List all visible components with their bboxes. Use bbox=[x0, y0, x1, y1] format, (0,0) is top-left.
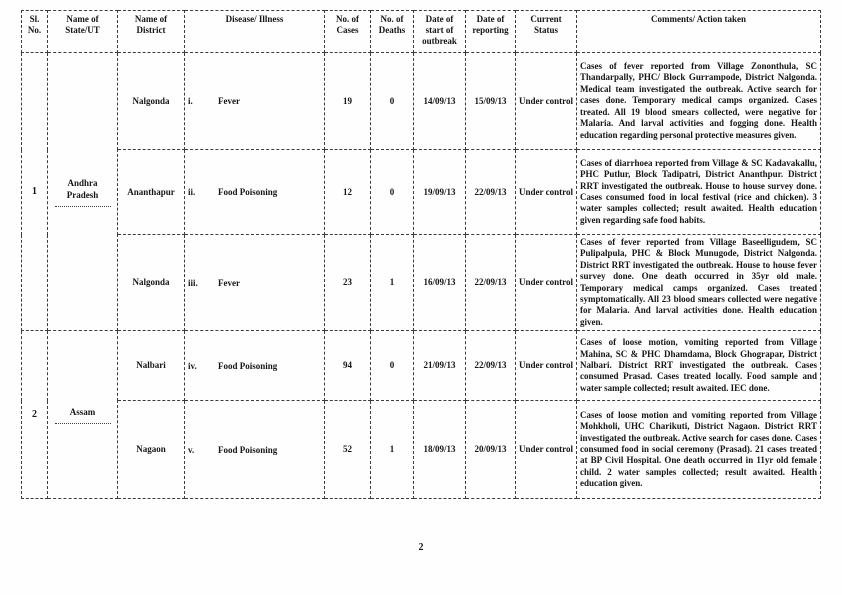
start-date-cell: 14/09/13 bbox=[414, 53, 466, 150]
disease-number: ii. bbox=[188, 187, 196, 197]
state-cell bbox=[48, 331, 118, 499]
disease-number: iv. bbox=[188, 360, 197, 371]
disease-name: Food Poisoning bbox=[218, 360, 278, 371]
disease-name: Food Poisoning bbox=[218, 187, 278, 197]
sl-no-cell: 2 bbox=[22, 331, 48, 499]
comments-cell: Cases of diarrhoea reported from Village & SC Kadavakallu, PHC Putlur, Block Tadipatri, District Ananthpur. District RRT investigated the outbreak. House to house survey done. Cases consumed food in local festival (rice and chicken). 3 water samples collected; result awaited. Health education given regarding safe food habits. bbox=[577, 150, 821, 235]
reporting-date-cell: 20/09/13 bbox=[466, 401, 516, 499]
disease-name: Fever bbox=[218, 96, 240, 106]
district-cell: Nalgonda bbox=[118, 235, 185, 331]
cases-cell: 12 bbox=[325, 150, 371, 235]
cases-cell: 52 bbox=[325, 401, 371, 499]
disease-number: v. bbox=[188, 444, 195, 455]
start-date-cell: 18/09/13 bbox=[414, 401, 466, 499]
cases-cell: 94 bbox=[325, 331, 371, 401]
table-row bbox=[22, 331, 821, 401]
disease-cell bbox=[185, 150, 325, 235]
reporting-date-cell: 22/09/13 bbox=[466, 331, 516, 401]
state-name: Assam bbox=[69, 406, 96, 417]
status-cell: Under control bbox=[516, 331, 577, 401]
cases-cell: 19 bbox=[325, 53, 371, 150]
comments-cell: Cases of loose motion, vomiting reported from Village Mahina, SC & PHC Dhamdama, Block Ghograpar, District Nalbari. District RRT investigated the outbreak. Cases consumed Prasad. Cases treated locally. Food sample and water sample collected; result awaited. IEC done. bbox=[577, 331, 821, 401]
disease-cell bbox=[185, 401, 325, 499]
status-cell: Under control bbox=[516, 235, 577, 331]
col-header-comments: Comments/ Action taken bbox=[577, 11, 821, 53]
dotted-line bbox=[55, 205, 111, 207]
reporting-date-cell: 22/09/13 bbox=[466, 150, 516, 235]
deaths-cell: 0 bbox=[371, 331, 414, 401]
table-row bbox=[22, 401, 821, 499]
deaths-cell: 0 bbox=[371, 53, 414, 150]
start-date-cell: 16/09/13 bbox=[414, 235, 466, 331]
disease-cell bbox=[185, 235, 325, 331]
start-date-cell: 21/09/13 bbox=[414, 331, 466, 401]
dotted-line bbox=[55, 422, 111, 424]
disease-cell bbox=[185, 331, 325, 401]
header-row bbox=[22, 11, 821, 53]
disease-name: Food Poisoning bbox=[218, 444, 278, 455]
col-header-sl-no: Sl. No. bbox=[22, 11, 48, 53]
disease-number: iii. bbox=[188, 277, 198, 288]
col-header-reporting-date: Date of reporting bbox=[466, 11, 516, 53]
status-cell: Under control bbox=[516, 53, 577, 150]
table-row bbox=[22, 235, 821, 331]
page-number: 2 bbox=[418, 542, 424, 553]
comments-cell: Cases of fever reported from Village Zononthula, SC Thandarpally, PHC/ Block Gurrampode, District Nalgonda. Medical team investigated the outbreak. Active search for cases done. Temporary medical camps organized. Cases treated. All 19 blood smears collected, were negative for Malaria. And larval activities and fogging done. Health education regarding personal protective measures given. bbox=[577, 53, 821, 150]
deaths-cell: 1 bbox=[371, 235, 414, 331]
state-name: Andhra Pradesh bbox=[66, 177, 99, 200]
col-header-disease: Disease/ Illness bbox=[185, 11, 325, 53]
disease-cell bbox=[185, 53, 325, 150]
table-row bbox=[22, 53, 821, 150]
comments-cell: Cases of loose motion and vomiting reported from Village Mohkholi, UHC Charikuti, District Nagaon. District RRT investigated the outbreak. Active search for cases done. Cases consumed food in social ceremony (Prasad). 21 cases treated at BP Civil Hospital. One death occurred in 11yr old female child. 2 water samples collected; result awaited. Health education given. bbox=[577, 401, 821, 499]
status-cell: Under control bbox=[516, 150, 577, 235]
start-date-cell: 19/09/13 bbox=[414, 150, 466, 235]
outbreak-report-table bbox=[21, 10, 821, 499]
sl-no-cell: 1 bbox=[22, 53, 48, 331]
status-cell: Under control bbox=[516, 401, 577, 499]
col-header-status: Current Status bbox=[516, 11, 577, 53]
col-header-state: Name of State/UT bbox=[48, 11, 118, 53]
deaths-cell: 0 bbox=[371, 150, 414, 235]
state-cell bbox=[48, 53, 118, 331]
col-header-deaths: No. of Deaths bbox=[371, 11, 414, 53]
reporting-date-cell: 22/09/13 bbox=[466, 235, 516, 331]
col-header-start-date: Date of start of outbreak bbox=[414, 11, 466, 53]
deaths-cell: 1 bbox=[371, 401, 414, 499]
district-cell: Nagaon bbox=[118, 401, 185, 499]
district-cell: Nalgonda bbox=[118, 53, 185, 150]
comments-cell: Cases of fever reported from Village Baseelligudem, SC Pulipalpula, PHC & Block Munugode, District Nalgonda. District RRT investigated the outbreak. House to house fever survey done. One death occurred in 35yr old male. Temporary medical camps organized. Cases treated symptomatically. All 23 blood smears collected were negative for Malaria. And larval activities done. Health education given. bbox=[577, 235, 821, 331]
cases-cell: 23 bbox=[325, 235, 371, 331]
district-cell: Nalbari bbox=[118, 331, 185, 401]
district-cell: Ananthapur bbox=[118, 150, 185, 235]
disease-number: i. bbox=[188, 96, 193, 106]
table-row bbox=[22, 150, 821, 235]
col-header-district: Name of District bbox=[118, 11, 185, 53]
disease-name: Fever bbox=[218, 277, 240, 288]
col-header-cases: No. of Cases bbox=[325, 11, 371, 53]
reporting-date-cell: 15/09/13 bbox=[466, 53, 516, 150]
